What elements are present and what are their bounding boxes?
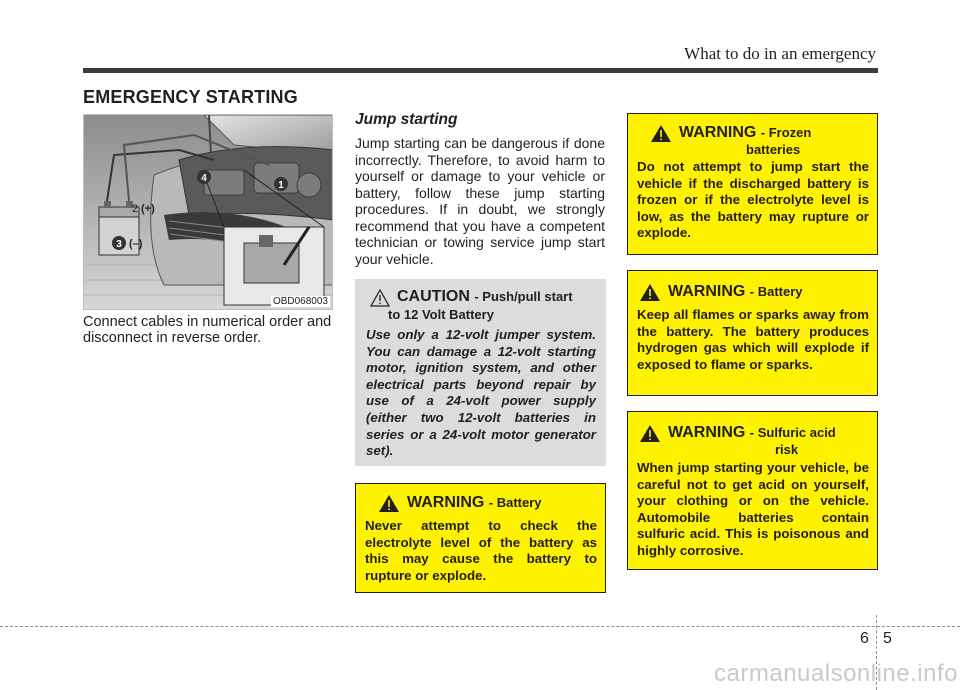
engine-bay-illustration: [84, 115, 333, 310]
warning-word: WARNING: [668, 283, 746, 300]
caution-subtitle-line2: to 12 Volt Battery: [388, 307, 494, 322]
caution-box-12-volt: [355, 279, 606, 466]
svg-text:2: 2: [132, 203, 139, 215]
svg-text:1: 1: [278, 180, 284, 191]
caution-word: CAUTION: [397, 288, 470, 305]
callout-2: [132, 203, 155, 215]
section-title: EMERGENCY STARTING: [83, 87, 298, 107]
figure-caption: Connect cables in numerical order and disconnect in reverse order.: [83, 314, 332, 346]
svg-text:4: 4: [201, 173, 207, 184]
jump-starting-body: Jump starting can be dangerous if done incorrectly. Therefore, to avoid harm to yourself or damage to your vehicle or battery, follow these jump starting procedures. If in doubt, we strongly recommend that you have a competent technician or towing service jump start your vehicle.: [355, 135, 605, 267]
callout-4: [197, 170, 211, 184]
warning-box-battery-check: [355, 483, 606, 593]
warning-word: WARNING: [668, 424, 746, 441]
warning-body: Keep all flames or sparks away from the battery. The battery produces hydrogen gas which will explode if exposed to flame or sparks.: [637, 307, 869, 372]
figure-code: OBD068003: [272, 296, 328, 307]
warning-subtitle: - Frozen: [760, 125, 812, 140]
warning-word: WARNING: [679, 124, 757, 141]
caution-body: Use only a 12-volt jumper system. You can damage a 12-volt starting motor, ignition system, and other electrical parts beyond repair by use of a 24-volt power supply (either two 12-volt batteries in series or a 24-volt motor generator set).: [366, 327, 596, 459]
jump-starting-heading: Jump starting: [355, 111, 458, 128]
running-header: What to do in an emergency: [684, 44, 876, 63]
warning-box-sulfuric-acid: [627, 411, 878, 570]
warning-box-frozen-batteries: [627, 113, 878, 255]
page-number: 5: [883, 630, 892, 647]
warning-subtitle: - Battery: [749, 284, 803, 299]
watermark: carmanualsonline.info: [714, 660, 958, 687]
jump-start-figure: [83, 114, 333, 310]
caution-subtitle: - Push/pull start: [474, 289, 573, 304]
caution-triangle-icon: [370, 289, 390, 307]
warning-body: Never attempt to check the electrolyte level of the battery as this may cause the battery to rupture or explode.: [365, 518, 597, 583]
warning-body: When jump starting your vehicle, be careful not to get acid on yourself, your clothing or on the vehicle. Automobile batteries contain sulfuric acid. This is poisonous and highly corrosive.: [637, 460, 869, 558]
footer-rule: [0, 626, 960, 627]
warning-body: Do not attempt to jump start the vehicle if the discharged battery is frozen or if the electrolyte level is low, as the battery may rupture or explode.: [637, 159, 869, 241]
warning-subtitle-line2: risk: [775, 442, 799, 457]
warning-triangle-icon: [650, 124, 672, 143]
svg-text:(–): (–): [129, 238, 143, 250]
header-rule: [83, 68, 878, 73]
warning-subtitle: - Sulfuric acid: [749, 425, 836, 440]
warning-subtitle-line2: batteries: [746, 142, 801, 157]
warning-triangle-icon: [639, 424, 661, 443]
warning-triangle-icon: [378, 494, 400, 513]
warning-box-flames: [627, 270, 878, 396]
warning-word: WARNING: [407, 494, 485, 511]
warning-subtitle: - Battery: [488, 495, 542, 510]
callout-1: [274, 177, 288, 191]
warning-triangle-icon: [639, 283, 661, 302]
chapter-number: 6: [860, 630, 869, 647]
svg-text:3: 3: [116, 239, 122, 250]
svg-text:(+): (+): [141, 203, 155, 215]
